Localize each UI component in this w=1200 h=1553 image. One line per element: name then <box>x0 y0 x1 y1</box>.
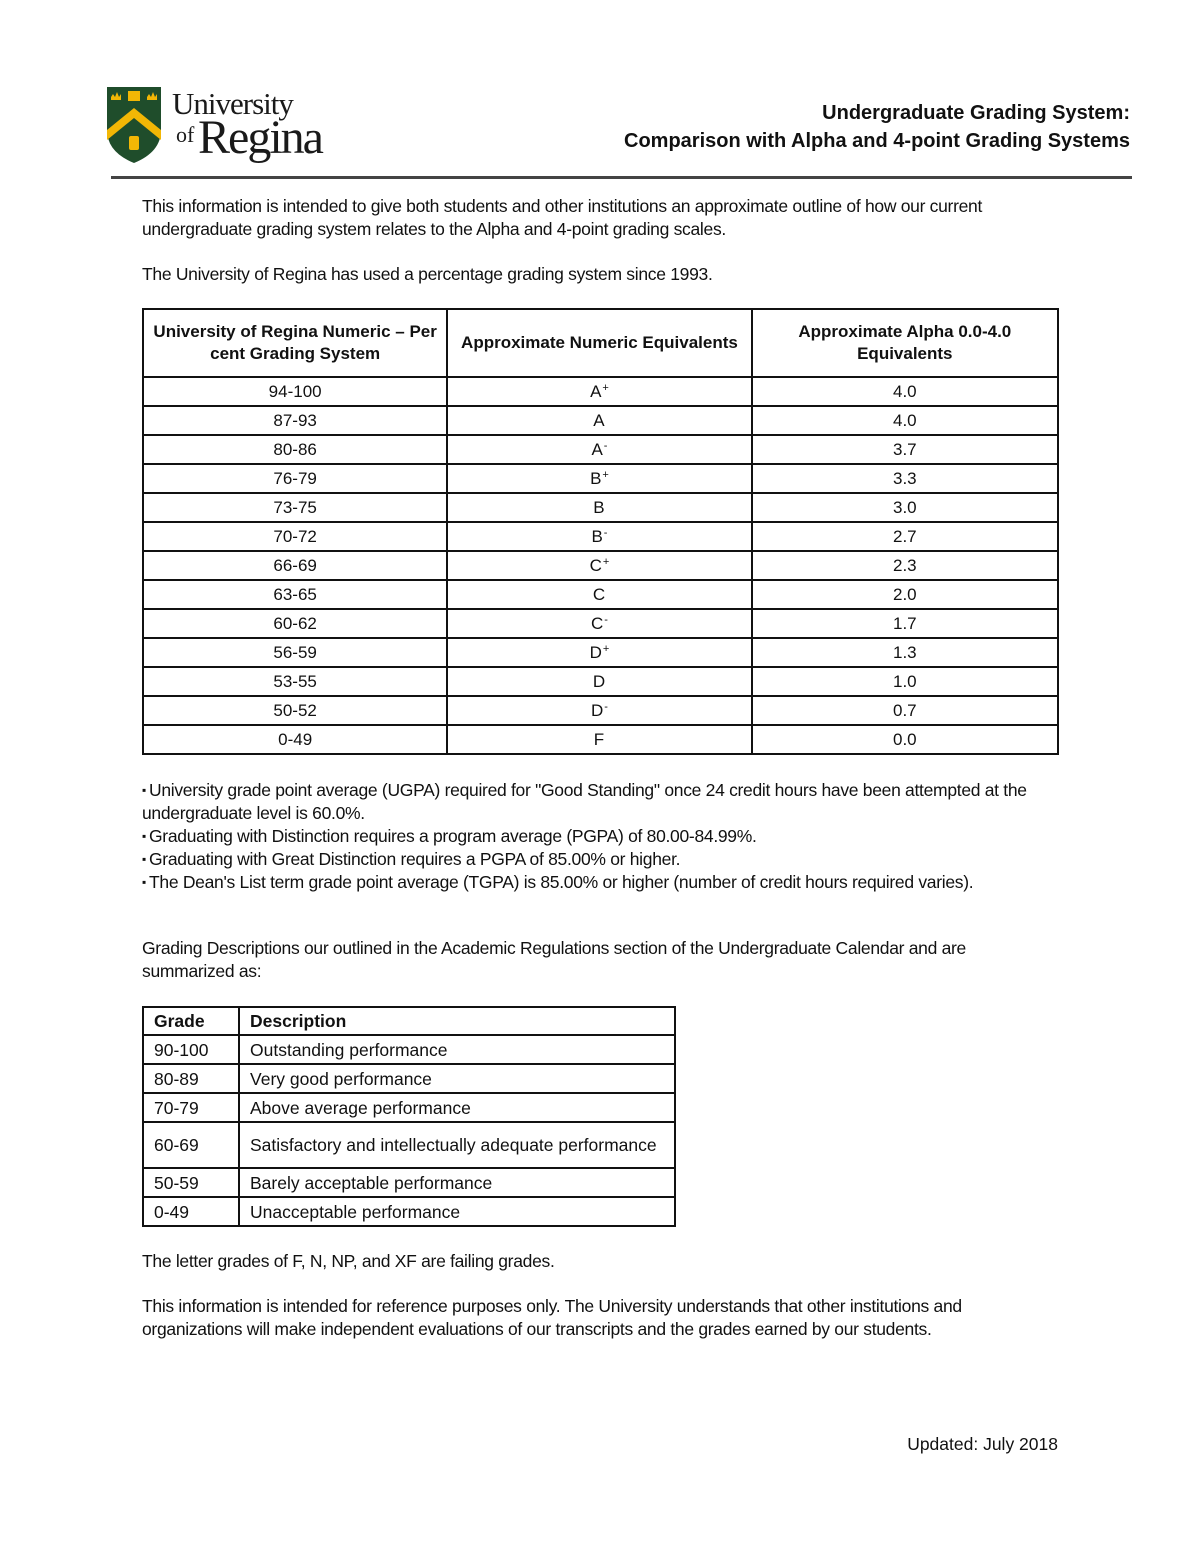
letter: D <box>592 671 606 691</box>
letter-grade <box>447 464 751 493</box>
letter-grade <box>447 580 751 609</box>
grade-description: Very good performance <box>239 1064 675 1093</box>
percent-range: 70-72 <box>143 522 447 551</box>
descriptions-intro: Grading Descriptions our outlined in the Academic Regulations section of the Undergraduate Calendar and are summarized as: <box>142 938 966 981</box>
letter: A <box>590 381 602 401</box>
grade-modifier: + <box>602 642 610 655</box>
failing-grades-note: The letter grades of F, N, NP, and XF are failing grades. <box>142 1251 555 1271</box>
grade-range: 50-59 <box>143 1168 239 1197</box>
table-row <box>143 522 1058 551</box>
grade-modifier: - <box>603 439 608 452</box>
letter: F <box>593 729 605 749</box>
header-grade: Grade <box>143 1007 239 1035</box>
grade-modifier: + <box>602 555 610 568</box>
table-row <box>143 406 1058 435</box>
logo-line1: University <box>172 86 293 121</box>
percent-range: 87-93 <box>143 406 447 435</box>
standing-notes-list <box>142 779 1062 894</box>
table-row <box>143 667 1058 696</box>
percent-range: 63-65 <box>143 580 447 609</box>
title-line1: Undergraduate Grading System: <box>822 102 1130 124</box>
percent-range: 50-52 <box>143 696 447 725</box>
note-item: ▪ University grade point average (UGPA) required for "Good Standing" once 24 credit hours have been attempted at the undergraduate level is 60.0%. <box>142 779 1062 825</box>
grade-modifier: - <box>604 700 608 713</box>
gpa-value: 3.3 <box>752 464 1058 493</box>
header-divider <box>111 176 1132 179</box>
grade-modifier: + <box>602 468 609 481</box>
gpa-value: 4.0 <box>752 406 1058 435</box>
letter-grade <box>447 551 751 580</box>
letter-grade <box>447 377 751 406</box>
letter: A <box>591 439 603 459</box>
table-row <box>143 435 1058 464</box>
table-row <box>143 464 1058 493</box>
table-header-row <box>143 309 1058 377</box>
grade-description: Above average performance <box>239 1093 675 1122</box>
disclaimer-paragraph: This information is intended for reference purposes only. The University understands that other institutions and organizations will make independent evaluations of our transcripts and the grades earned by our students. <box>142 1296 962 1339</box>
grading-comparison-table <box>142 308 1059 755</box>
table-row <box>143 1122 675 1168</box>
grade-range: 70-79 <box>143 1093 239 1122</box>
gpa-value: 1.7 <box>752 609 1058 638</box>
grade-modifier: - <box>603 526 608 539</box>
grade-description: Barely acceptable performance <box>239 1168 675 1197</box>
percent-range: 53-55 <box>143 667 447 696</box>
table-row <box>143 696 1058 725</box>
intro-paragraph-1: This information is intended to give both students and other institutions an approximate outline of how our current undergraduate grading system relates to the Alpha and 4-point grading scales. <box>142 196 983 239</box>
letter: D <box>589 642 602 662</box>
table-row <box>143 580 1058 609</box>
letter-grade <box>447 522 751 551</box>
letter: D <box>590 700 604 720</box>
table-row <box>143 1197 675 1226</box>
percent-range: 60-62 <box>143 609 447 638</box>
table-row <box>143 377 1058 406</box>
grade-range: 90-100 <box>143 1035 239 1064</box>
logo-line2: Regina <box>198 111 322 164</box>
grade-range: 0-49 <box>143 1197 239 1226</box>
table-row <box>143 1168 675 1197</box>
updated-date: Updated: July 2018 <box>907 1434 1058 1454</box>
logo-line2-prefix: of <box>176 122 195 147</box>
table-row <box>143 609 1058 638</box>
letter: C <box>592 584 606 604</box>
grade-description: Outstanding performance <box>239 1035 675 1064</box>
letter-grade <box>447 435 751 464</box>
letter: B <box>593 497 605 517</box>
letter-grade <box>447 638 751 667</box>
table-row <box>143 1035 675 1064</box>
letter-grade <box>447 406 751 435</box>
gpa-value: 4.0 <box>752 377 1058 406</box>
gpa-value: 1.3 <box>752 638 1058 667</box>
header-numeric-equivalents: Approximate Numeric Equivalents <box>447 309 751 377</box>
letter: B <box>590 468 602 488</box>
percent-range: 76-79 <box>143 464 447 493</box>
gpa-value: 1.0 <box>752 667 1058 696</box>
table-row <box>143 725 1058 754</box>
grade-modifier: - <box>604 613 608 626</box>
grade-description: Satisfactory and intellectually adequate performance <box>239 1122 675 1168</box>
note-item: ▪ Graduating with Distinction requires a program average (PGPA) of 80.00-84.99%. <box>142 825 1062 848</box>
page-title <box>624 99 1130 155</box>
percent-range: 94-100 <box>143 377 447 406</box>
table-row <box>143 638 1058 667</box>
grade-modifier: + <box>602 381 609 394</box>
grade-description: Unacceptable performance <box>239 1197 675 1226</box>
university-logo <box>106 86 321 166</box>
crest-shield-icon <box>106 86 162 164</box>
letter-grade <box>447 667 751 696</box>
percent-range: 66-69 <box>143 551 447 580</box>
title-line2: Comparison with Alpha and 4-point Grading Systems <box>624 130 1130 152</box>
table-header-row <box>143 1007 675 1035</box>
header-description: Description <box>239 1007 675 1035</box>
gpa-value: 3.0 <box>752 493 1058 522</box>
gpa-value: 2.0 <box>752 580 1058 609</box>
letter: A <box>593 410 605 430</box>
gpa-value: 0.0 <box>752 725 1058 754</box>
header-percent: University of Regina Numeric – Per cent Grading System <box>143 309 447 377</box>
letter-grade <box>447 609 751 638</box>
header-alpha-equivalents: Approximate Alpha 0.0-4.0 Equivalents <box>752 309 1058 377</box>
note-item: ▪ The Dean's List term grade point average (TGPA) is 85.00% or higher (number of credit hours required varies). <box>142 871 1062 894</box>
grade-range: 80-89 <box>143 1064 239 1093</box>
grade-range: 60-69 <box>143 1122 239 1168</box>
percent-range: 0-49 <box>143 725 447 754</box>
note-item: ▪ Graduating with Great Distinction requires a PGPA of 85.00% or higher. <box>142 848 1062 871</box>
percent-range: 73-75 <box>143 493 447 522</box>
letter: C <box>590 613 604 633</box>
gpa-value: 2.3 <box>752 551 1058 580</box>
intro-paragraph-2: The University of Regina has used a percentage grading system since 1993. <box>142 264 713 284</box>
table-row <box>143 493 1058 522</box>
gpa-value: 2.7 <box>752 522 1058 551</box>
letter-grade <box>447 493 751 522</box>
gpa-value: 0.7 <box>752 696 1058 725</box>
letter: B <box>591 526 603 546</box>
letter: C <box>589 555 602 575</box>
letter-grade <box>447 725 751 754</box>
letter-grade <box>447 696 751 725</box>
percent-range: 80-86 <box>143 435 447 464</box>
table-row <box>143 1064 675 1093</box>
table-row <box>143 551 1058 580</box>
grade-description-table <box>142 1006 676 1227</box>
percent-range: 56-59 <box>143 638 447 667</box>
table-row <box>143 1093 675 1122</box>
gpa-value: 3.7 <box>752 435 1058 464</box>
